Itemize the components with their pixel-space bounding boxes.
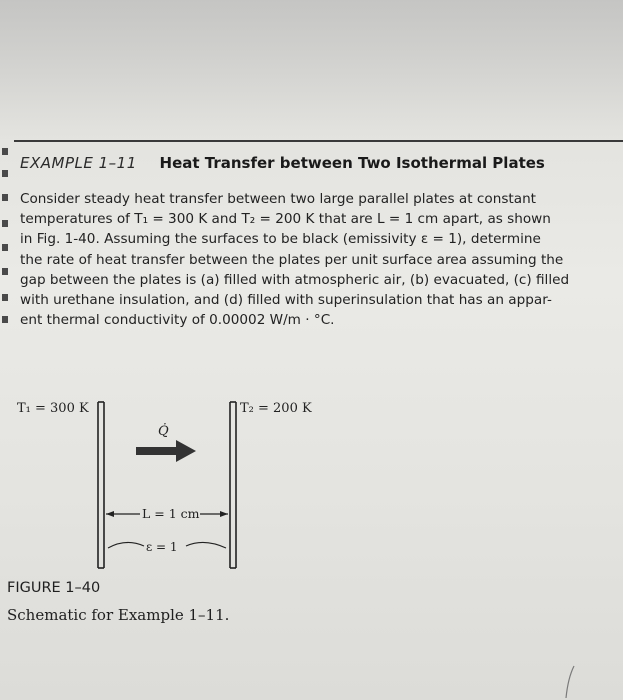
- problem-statement: [20, 189, 618, 330]
- t2-label: T₂ = 200 K: [240, 401, 312, 416]
- problem-line: Consider steady heat transfer between two large parallel plates at constant: [20, 191, 537, 207]
- cold-plate: [230, 402, 236, 568]
- problem-line: ent thermal conductivity of 0.00002 W/m · °C.: [20, 312, 335, 329]
- page-edge-marks: [0, 148, 10, 333]
- section-rule: [14, 140, 623, 142]
- hot-plate: [98, 402, 104, 568]
- heat-rate-label: Q̇: [158, 424, 169, 439]
- plates-schematic: [0, 390, 320, 590]
- heat-flow-arrow: [136, 440, 196, 462]
- example-label: EXAMPLE 1–11: [20, 154, 137, 172]
- page-shadow: [0, 0, 623, 140]
- example-header: [20, 154, 545, 172]
- pen-stroke-mark: [560, 664, 580, 700]
- problem-line: the rate of heat transfer between the plates per unit surface area assuming the: [20, 251, 564, 268]
- problem-line: temperatures of T₁ = 300 K and T₂ = 200 K that are L = 1 cm apart, as shown: [20, 211, 551, 228]
- problem-line: with urethane insulation, and (d) filled with superinsulation that has an appar-: [20, 292, 552, 309]
- example-title: Heat Transfer between Two Isothermal Plates: [159, 154, 545, 172]
- problem-line: gap between the plates is (a) filled with atmospheric air, (b) evacuated, (c) filled: [20, 271, 570, 288]
- gap-label: L = 1 cm: [142, 506, 200, 521]
- figure-caption: FIGURE 1–40: [7, 580, 101, 596]
- problem-line: in Fig. 1-40. Assuming the surfaces to be black (emissivity ε = 1), determine: [20, 231, 541, 248]
- t1-label: T₁ = 300 K: [17, 401, 89, 416]
- emissivity-label: ε = 1: [146, 540, 178, 554]
- figure-subcaption: Schematic for Example 1–11.: [7, 606, 230, 624]
